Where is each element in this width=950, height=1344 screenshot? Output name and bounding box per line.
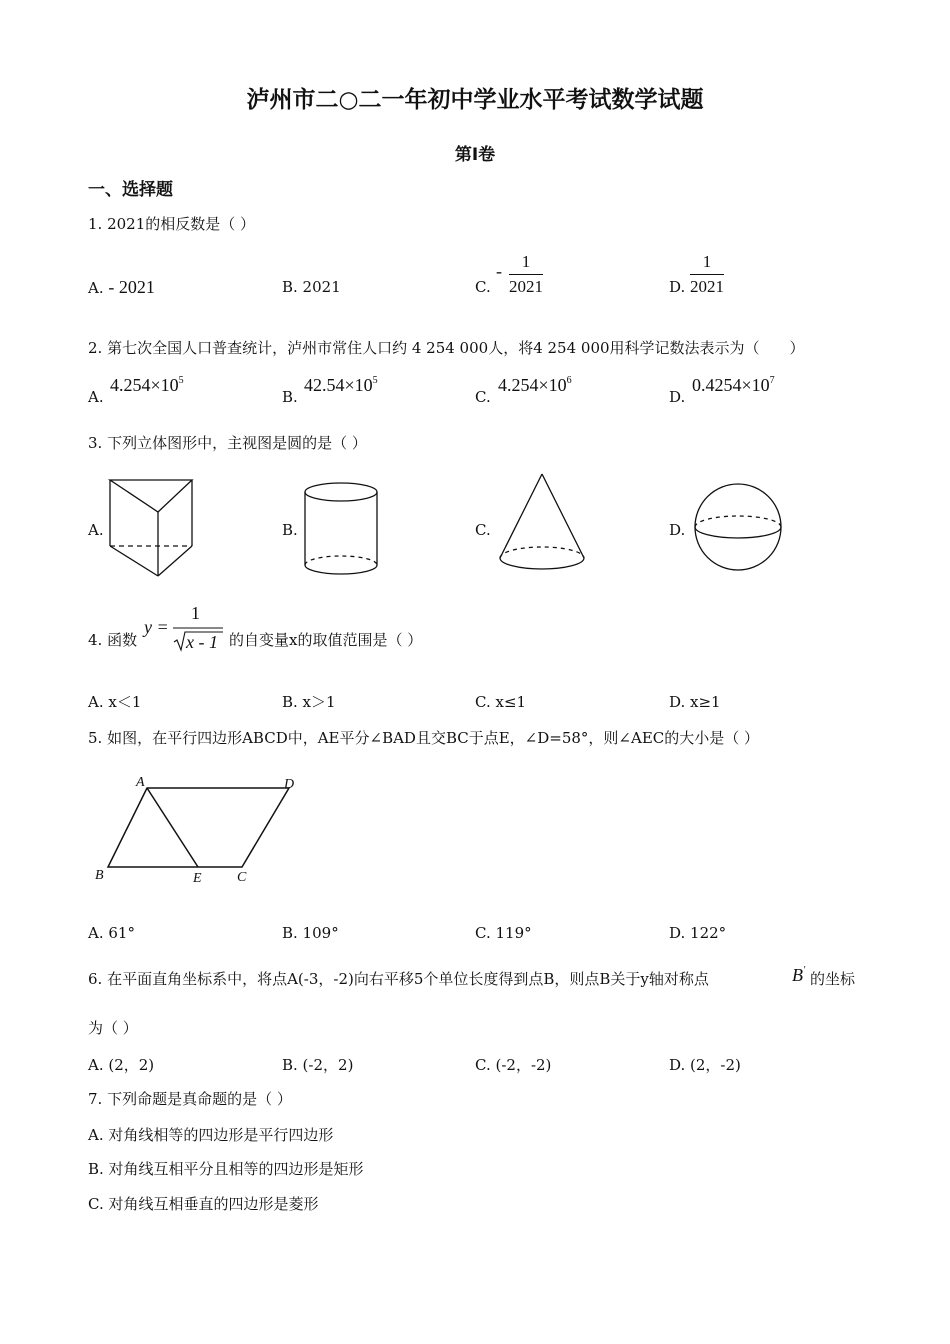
section-heading: 一、选择题: [88, 180, 173, 200]
point-label-c: C: [237, 870, 247, 885]
q2-option-a-label: A.: [88, 388, 104, 406]
page-title: 泸州市二○二一年初中学业水平考试数学试题: [246, 87, 704, 113]
q1-option-d-fraction: $\frac{1}{2021}$: [690, 252, 724, 296]
q1-option-c-sign: -: [496, 261, 502, 281]
q4-option-d: D. x≥1: [669, 693, 721, 711]
q6-option-b: B. (-2，2): [282, 1056, 354, 1074]
q5-option-c: C. 119°: [475, 924, 532, 942]
q1-option-b: B. 2021: [282, 278, 341, 296]
q1-option-a: A. - 2021: [88, 277, 155, 297]
volume-heading: 第Ⅰ卷: [454, 145, 496, 165]
q5-stem: 5. 如图，在平行四边形ABCD中，AE平分∠BAD且交BC于点E，∠D=58°，则∠AEC的大小是（ ）: [88, 729, 760, 747]
q6-stem-tail: 的坐标: [810, 970, 856, 988]
q2-option-c: $4.254\times 10^6$: [498, 375, 572, 395]
q2-option-b: $42.54\times 10^5$: [304, 375, 378, 395]
q2-stem: 2. 第七次全国人口普查统计，泸州市常住人口约 4 254 000人，将4 254 000用科学记数法表示为（ ）: [88, 339, 805, 357]
q2-option-d: $0.4254\times 10^7$: [692, 375, 775, 395]
q6-stem-line1: 6. 在平面直角坐标系中，将点A(-3，-2)向右平移5个单位长度得到点B，则点B关于y轴对称点: [88, 970, 709, 988]
q2-option-c-label: C.: [475, 388, 491, 406]
sphere-figure: [690, 480, 786, 574]
q7-option-a: A. 对角线相等的四边形是平行四边形: [88, 1126, 334, 1144]
q1-stem: 1. 2021的相反数是（ ）: [88, 215, 256, 233]
q7-option-b: B. 对角线互相平分且相等的四边形是矩形: [88, 1160, 364, 1178]
cone-figure: [494, 470, 590, 578]
q3-stem: 3. 下列立体图形中，主视图是圆的是（ ）: [88, 434, 367, 452]
q4-function-lhs: y =: [144, 617, 169, 637]
q2-option-b-label: B.: [282, 388, 298, 406]
q4-option-c: C. x≤1: [475, 693, 527, 711]
q2-option-d-label: D.: [669, 388, 686, 406]
q3-option-d-label: D.: [669, 521, 686, 539]
q6-option-c: C. (-2，-2): [475, 1056, 552, 1074]
q4-function-denominator: x - 1: [186, 632, 218, 652]
q3-option-b-label: B.: [282, 521, 298, 539]
point-label-d: D: [284, 777, 295, 792]
q6-b-prime: B′: [792, 965, 806, 985]
q3-option-a-label: A.: [88, 521, 104, 539]
q1-option-d-label: D.: [669, 278, 686, 296]
q5-option-b: B. 109°: [282, 924, 339, 942]
q7-option-c: C. 对角线互相垂直的四边形是菱形: [88, 1195, 319, 1213]
prism-figure: [106, 476, 198, 580]
q1-option-c-fraction: $\frac{1}{2021}$: [509, 252, 543, 296]
point-label-e: E: [193, 871, 202, 886]
q2-option-a: $4.254\times 10^5$: [110, 375, 184, 395]
cylinder-figure: [300, 480, 382, 580]
q3-option-c-label: C.: [475, 521, 491, 539]
q1-option-c-label: C.: [475, 278, 491, 296]
q6-stem-line2: 为（ ）: [88, 1019, 138, 1037]
q4-option-b: B. x＞1: [282, 693, 336, 711]
q6-option-d: D. (2，-2): [669, 1056, 741, 1074]
q4-function-numerator: 1: [191, 603, 200, 623]
q4-option-a: A. x＜1: [88, 693, 142, 711]
q4-stem-post: 的自变量x的取值范围是（ ）: [229, 631, 423, 649]
q4-stem-pre: 4. 函数: [88, 631, 138, 649]
point-label-b: B: [95, 868, 104, 883]
q6-option-a: A. (2，2): [88, 1056, 155, 1074]
q5-option-d: D. 122°: [669, 924, 727, 942]
q7-stem: 7. 下列命题是真命题的是（ ）: [88, 1090, 292, 1108]
q5-option-a: A. 61°: [88, 924, 135, 942]
point-label-a: A: [136, 775, 145, 790]
